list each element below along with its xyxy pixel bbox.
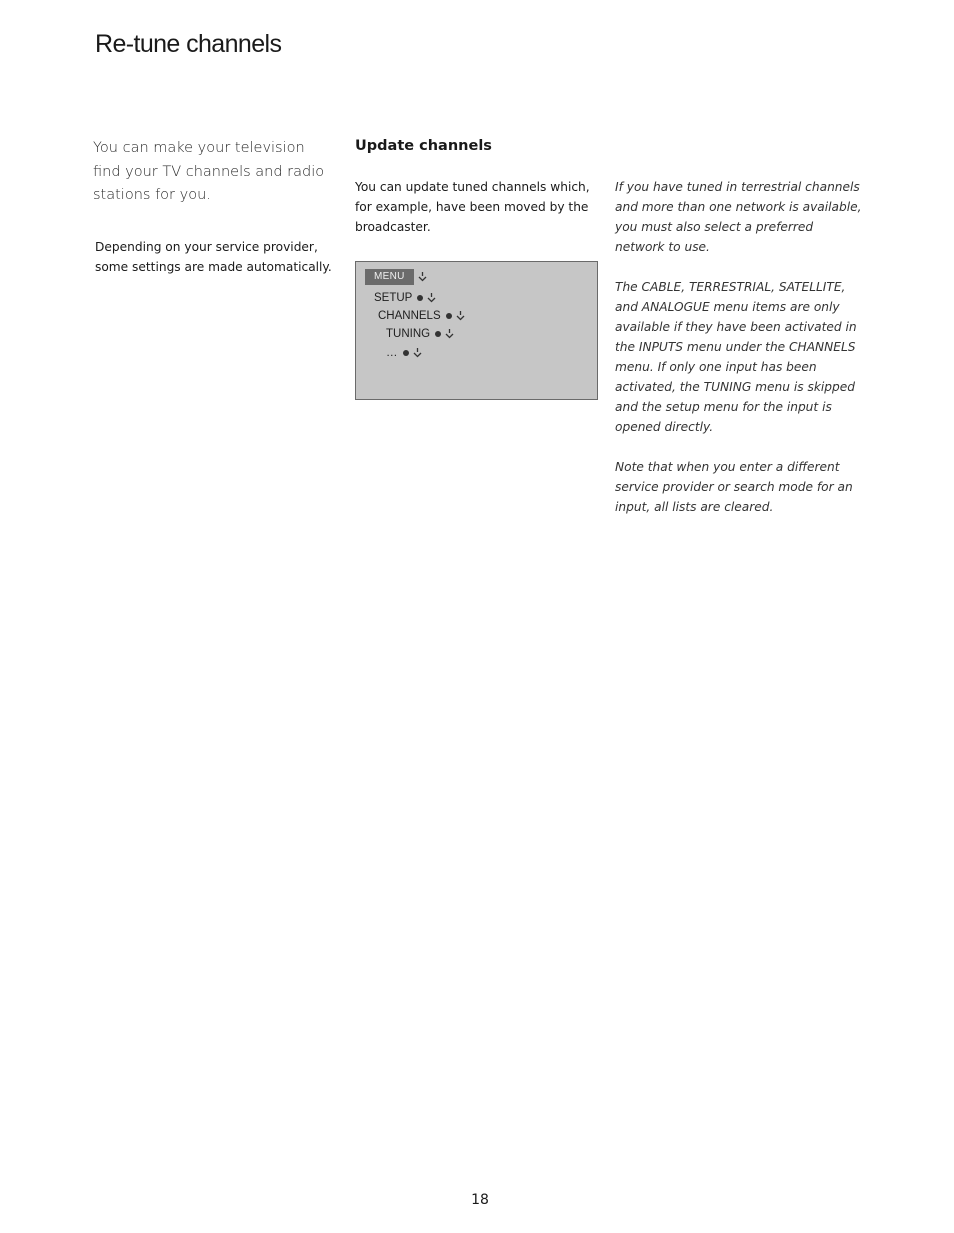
select-arrow-icon [412,348,423,358]
menu-item-label: CHANNELS [378,310,441,322]
section-heading: Update channels [355,138,492,154]
side-note: If you have tuned in terrestrial channels and more than one network is available, you must also select a preferred network to use. [615,180,862,254]
menu-path-root [365,269,428,285]
select-arrow-icon [444,329,455,339]
body-text: You can update tuned channels which, for example, have been moved by the broadcaster. [355,180,590,234]
menu-item-label: TUNING [386,328,431,340]
select-arrow-icon [455,311,466,321]
menu-path-item-channels [378,310,466,322]
center-button-icon [403,350,409,356]
select-arrow-icon [417,272,428,282]
center-button-icon [435,331,441,337]
center-button-icon [417,295,423,301]
menu-path-item-ellipsis [386,347,423,359]
side-note: Note that when you enter a different service provider or search mode for an input, all lists are cleared. [615,460,853,514]
menu-path-item-tuning [386,328,455,340]
menu-item-label: … [386,347,398,359]
menu-item-label: SETUP [374,292,413,304]
center-button-icon [446,313,452,319]
intro-text: You can make your television find your TV channels and radio stations for you. [93,140,325,203]
page-title: Re-tune channels [95,30,282,58]
menu-button-label: MENU [365,269,414,285]
menu-path-item-setup [374,292,437,304]
page-number: 18 [471,1192,489,1208]
menu-path-diagram [355,261,598,400]
side-note: The CABLE, TERRESTRIAL, SATELLITE, and ANALOGUE menu items are only available if they have been activated in the INPUTS menu under the CHANNELS menu. If only one input has been activated, the TUNING menu is skipped and the setup menu for the input is opened directly. [615,280,857,434]
intro-note: Depending on your service provider, some settings are made automatically. [95,240,332,274]
select-arrow-icon [426,293,437,303]
side-notes [615,177,865,537]
